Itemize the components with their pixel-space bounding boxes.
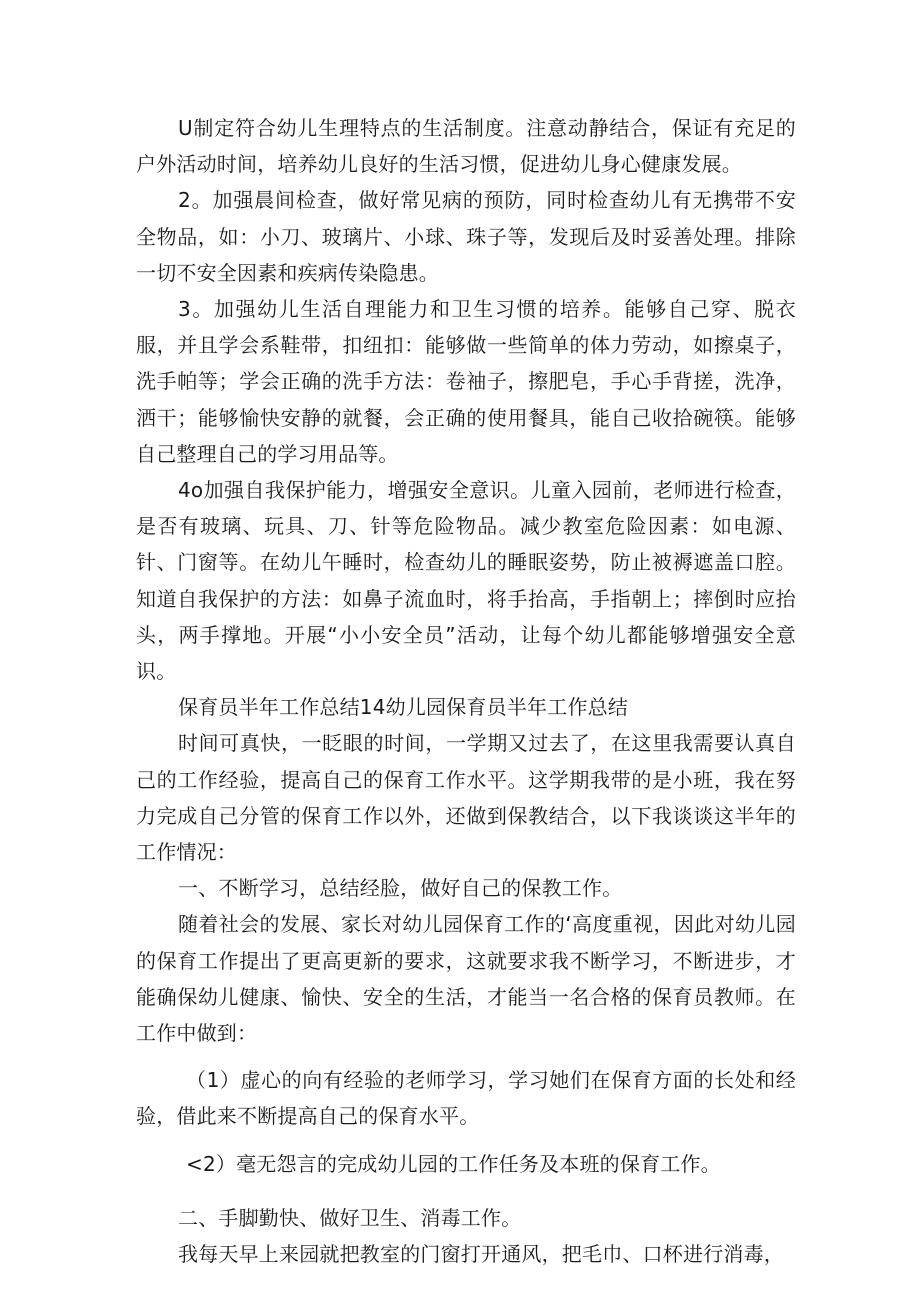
paragraph-life-system: U制定符合幼儿生理特点的生活制度。注意动静结合，保证有充足的户外活动时间，培养幼儿良好的生活习惯，促进幼儿身心健康发展。 <box>136 116 796 177</box>
paragraph-intro: 时间可真快，一眨眼的时间，一学期又过去了，在这里我需要认真自己的工作经验，提高自己的保育工作水平。这学期我带的是小班，我在努力完成自己分管的保育工作以外，还做到保教结合，以下我谈谈这半年的工作情况： <box>136 731 796 865</box>
document-body <box>136 110 796 1272</box>
paragraph-self-care: 3。加强幼儿生活自理能力和卫生习惯的培养。能够自己穿、脱衣服，并且学会系鞋带，扣纽扣：能够做一些简单的体力劳动，如擦桌子，洗手帕等；学会正确的洗手方法：卷袖子，擦肥皂，手心手背搓，洗净，洒干；能够愉快安静的就餐，会正确的使用餐具，能自己收拾碗筷。能够自己整理自己的学习用品等。 <box>136 297 796 466</box>
list-item-learn-from-teachers: （1）虚心的向有经验的老师学习，学习她们在保育方面的长处和经验，借此来不断提高自己的保育水平。 <box>136 1068 796 1129</box>
paragraph-daily-routine: 我每天早上来园就把教室的门窗打开通风，把毛巾、口杯进行消毒， <box>178 1242 784 1267</box>
heading-continuous-learning: 一、不断学习，总结经脸，做好自己的保教工作。 <box>178 876 623 901</box>
paragraph-morning-check: 2。加强晨间检查，做好常见病的预防，同时检查幼儿有无携带不安全物品，如：小刀、玻璃片、小球、珠子等，发现后及时妥善处理。排除一切不安全因素和疾病传染隐患。 <box>136 188 796 285</box>
section-title: 保育员半年工作总结14幼儿园保育员半年工作总结 <box>178 695 629 720</box>
heading-hygiene-disinfection: 二、手脚勤快、做好卫生、消毒工作。 <box>178 1205 522 1230</box>
paragraph-self-protection: 4o加强自我保护能力，增强安全意识。儿童入园前，老师进行检查，是否有玻璃、玩具、刀、针等危险物品。减少教室危险因素：如电源、针、门窗等。在幼儿午睡时，检查幼儿的睡眠姿势，防止被褥遮盖口腔。知道自我保护的方法：如鼻子流血时，将手抬高，手指朝上；摔倒时应抬头，两手撑地。开展“小小安全员”活动，让每个幼儿都能够增强安全意识。 <box>136 478 796 684</box>
paragraph-social-development: 随着社会的发展、家长对幼儿园保育工作的‘高度重视，因此对幼儿园的保育工作提出了更高更新的要求，这就要求我不断学习，不断进步，才能确保幼儿健康、愉快、安全的生活，才能当一名合格的保育员教师。在工作中做到： <box>136 912 796 1046</box>
list-item-complete-tasks: <2）毫无怨言的完成幼儿园的工作任务及本班的保育工作。 <box>186 1151 721 1176</box>
